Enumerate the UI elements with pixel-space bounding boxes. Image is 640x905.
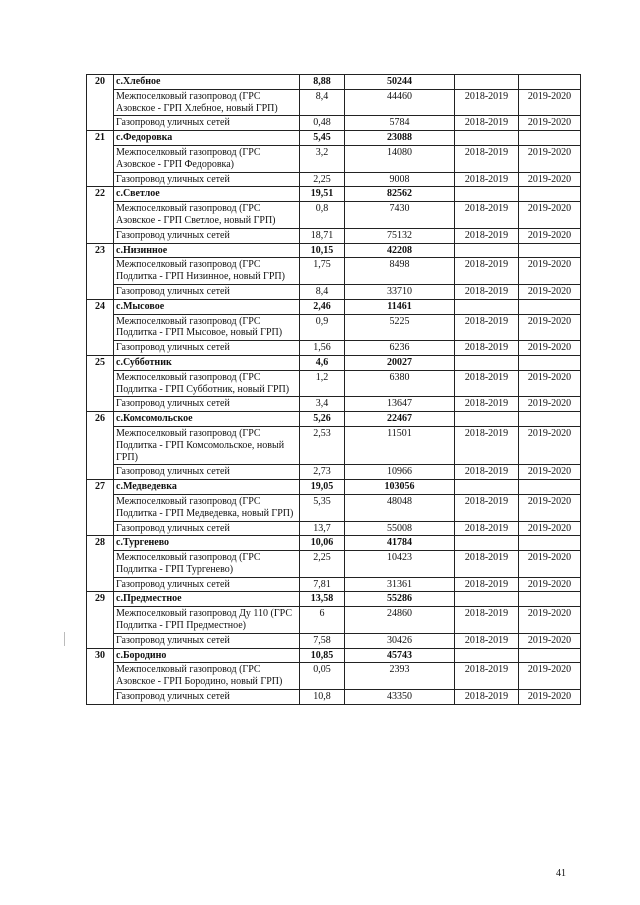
settlement-row [87, 536, 581, 551]
empty-cell [455, 412, 519, 427]
pipeline-cost: 11501 [345, 426, 455, 464]
pipeline-length: 3,2 [300, 145, 345, 172]
period-start: 2018-2019 [455, 494, 519, 521]
empty-cell [519, 480, 581, 495]
period-start: 2018-2019 [455, 145, 519, 172]
pipeline-row [87, 314, 581, 341]
pipeline-length: 6 [300, 607, 345, 634]
settlement-length: 19,05 [300, 480, 345, 495]
pipeline-length: 2,73 [300, 465, 345, 480]
pipeline-cost: 10423 [345, 551, 455, 578]
row-number: 20 [87, 75, 114, 131]
pipeline-cost: 48048 [345, 494, 455, 521]
period-start: 2018-2019 [455, 551, 519, 578]
pipeline-row [87, 577, 581, 592]
period-end: 2019-2020 [519, 89, 581, 116]
pipeline-length: 0,9 [300, 314, 345, 341]
empty-cell [519, 299, 581, 314]
row-number: 25 [87, 355, 114, 411]
pipeline-row [87, 521, 581, 536]
row-number: 29 [87, 592, 114, 648]
empty-cell [519, 131, 581, 146]
row-number: 28 [87, 536, 114, 592]
settlement-name: с.Бородино [114, 648, 300, 663]
period-end: 2019-2020 [519, 521, 581, 536]
pipeline-length: 2,25 [300, 172, 345, 187]
pipeline-cost: 24860 [345, 607, 455, 634]
pipeline-cost: 8498 [345, 258, 455, 285]
period-start: 2018-2019 [455, 116, 519, 131]
settlement-row [87, 480, 581, 495]
period-end: 2019-2020 [519, 426, 581, 464]
period-end: 2019-2020 [519, 258, 581, 285]
pipeline-name: Межпоселковый газопровод (ГРС Подлитка - ГРП Субботник, новый ГРП) [114, 370, 300, 397]
period-start: 2018-2019 [455, 397, 519, 412]
pipeline-row [87, 370, 581, 397]
period-end: 2019-2020 [519, 633, 581, 648]
period-start: 2018-2019 [455, 607, 519, 634]
period-end: 2019-2020 [519, 116, 581, 131]
pipeline-cost: 31361 [345, 577, 455, 592]
settlement-cost: 23088 [345, 131, 455, 146]
pipeline-row [87, 426, 581, 464]
period-end: 2019-2020 [519, 551, 581, 578]
period-end: 2019-2020 [519, 314, 581, 341]
pipeline-name: Межпоселковый газопровод (ГРС Подлитка - ГРП Низинное, новый ГРП) [114, 258, 300, 285]
row-number: 24 [87, 299, 114, 355]
settlement-length: 10,15 [300, 243, 345, 258]
period-start: 2018-2019 [455, 89, 519, 116]
pipeline-row [87, 551, 581, 578]
pipeline-row [87, 116, 581, 131]
pipeline-cost: 10966 [345, 465, 455, 480]
pipeline-name: Межпоселковый газопровод (ГРС Подлитка - ГРП Тургенево) [114, 551, 300, 578]
pipeline-length: 10,8 [300, 690, 345, 705]
pipeline-name: Межпоселковый газопровод (ГРС Азовское - ГРП Бородино, новый ГРП) [114, 663, 300, 690]
row-number: 30 [87, 648, 114, 704]
pipeline-cost: 13647 [345, 397, 455, 412]
period-start: 2018-2019 [455, 284, 519, 299]
pipeline-cost: 75132 [345, 228, 455, 243]
empty-cell [455, 592, 519, 607]
period-start: 2018-2019 [455, 172, 519, 187]
pipeline-name: Межпоселковый газопровод (ГРС Азовское - ГРП Светлое, новый ГРП) [114, 202, 300, 229]
pipeline-name: Газопровод уличных сетей [114, 465, 300, 480]
pipeline-cost: 5225 [345, 314, 455, 341]
settlement-length: 4,6 [300, 355, 345, 370]
settlement-length: 5,45 [300, 131, 345, 146]
pipeline-name: Газопровод уличных сетей [114, 397, 300, 412]
pipeline-length: 1,2 [300, 370, 345, 397]
settlement-cost: 45743 [345, 648, 455, 663]
pipeline-cost: 2393 [345, 663, 455, 690]
pipeline-name: Межпоселковый газопровод (ГРС Подлитка - ГРП Комсомольское, новый ГРП) [114, 426, 300, 464]
period-end: 2019-2020 [519, 202, 581, 229]
empty-cell [455, 480, 519, 495]
settlement-row [87, 299, 581, 314]
pipeline-cost: 14080 [345, 145, 455, 172]
row-number: 23 [87, 243, 114, 299]
pipeline-row [87, 89, 581, 116]
pipeline-row [87, 494, 581, 521]
period-start: 2018-2019 [455, 341, 519, 356]
pipeline-name: Межпоселковый газопровод (ГРС Азовское - ГРП Федоровка) [114, 145, 300, 172]
pipeline-name: Газопровод уличных сетей [114, 284, 300, 299]
empty-cell [519, 592, 581, 607]
pipeline-row [87, 145, 581, 172]
settlement-row [87, 355, 581, 370]
settlement-length: 13,58 [300, 592, 345, 607]
empty-cell [519, 355, 581, 370]
period-start: 2018-2019 [455, 577, 519, 592]
period-end: 2019-2020 [519, 370, 581, 397]
settlement-row [87, 412, 581, 427]
settlement-name: с.Низинное [114, 243, 300, 258]
settlement-length: 19,51 [300, 187, 345, 202]
pipeline-cost: 5784 [345, 116, 455, 131]
pipeline-cost: 43350 [345, 690, 455, 705]
pipeline-name: Межпоселковый газопровод (ГРС Азовское - ГРП Хлебное, новый ГРП) [114, 89, 300, 116]
pipeline-length: 7,58 [300, 633, 345, 648]
pipeline-table [86, 74, 581, 705]
empty-cell [519, 75, 581, 90]
period-end: 2019-2020 [519, 465, 581, 480]
period-start: 2018-2019 [455, 633, 519, 648]
pipeline-row [87, 258, 581, 285]
pipeline-row [87, 284, 581, 299]
settlement-cost: 20027 [345, 355, 455, 370]
pipeline-length: 13,7 [300, 521, 345, 536]
pipeline-length: 1,56 [300, 341, 345, 356]
period-end: 2019-2020 [519, 284, 581, 299]
settlement-cost: 103056 [345, 480, 455, 495]
empty-cell [455, 75, 519, 90]
settlement-length: 8,88 [300, 75, 345, 90]
row-number: 27 [87, 480, 114, 536]
period-start: 2018-2019 [455, 370, 519, 397]
empty-cell [455, 648, 519, 663]
period-start: 2018-2019 [455, 690, 519, 705]
settlement-name: с.Хлебное [114, 75, 300, 90]
pipeline-cost: 33710 [345, 284, 455, 299]
pipeline-length: 8,4 [300, 284, 345, 299]
empty-cell [455, 131, 519, 146]
pipeline-length: 0,8 [300, 202, 345, 229]
empty-cell [519, 648, 581, 663]
settlement-row [87, 131, 581, 146]
settlement-length: 10,85 [300, 648, 345, 663]
settlement-length: 2,46 [300, 299, 345, 314]
empty-cell [455, 536, 519, 551]
pipeline-cost: 7430 [345, 202, 455, 229]
period-end: 2019-2020 [519, 607, 581, 634]
pipeline-cost: 6380 [345, 370, 455, 397]
settlement-cost: 55286 [345, 592, 455, 607]
settlement-name: с.Медведевка [114, 480, 300, 495]
empty-cell [519, 243, 581, 258]
pipeline-name: Газопровод уличных сетей [114, 341, 300, 356]
period-start: 2018-2019 [455, 228, 519, 243]
row-number: 21 [87, 131, 114, 187]
pipeline-name: Межпоселковый газопровод (ГРС Подлитка - ГРП Мысовое, новый ГРП) [114, 314, 300, 341]
pipeline-cost: 6236 [345, 341, 455, 356]
row-number: 22 [87, 187, 114, 243]
pipeline-row [87, 607, 581, 634]
period-end: 2019-2020 [519, 341, 581, 356]
pipeline-row [87, 202, 581, 229]
period-start: 2018-2019 [455, 465, 519, 480]
empty-cell [519, 536, 581, 551]
empty-cell [519, 187, 581, 202]
pipeline-cost: 9008 [345, 172, 455, 187]
pipeline-name: Газопровод уличных сетей [114, 521, 300, 536]
period-start: 2018-2019 [455, 202, 519, 229]
settlement-row [87, 648, 581, 663]
empty-cell [455, 299, 519, 314]
pipeline-name: Газопровод уличных сетей [114, 690, 300, 705]
pipeline-cost: 44460 [345, 89, 455, 116]
period-start: 2018-2019 [455, 663, 519, 690]
period-start: 2018-2019 [455, 258, 519, 285]
pipeline-length: 7,81 [300, 577, 345, 592]
settlement-name: с.Мысовое [114, 299, 300, 314]
period-end: 2019-2020 [519, 145, 581, 172]
pipeline-name: Газопровод уличных сетей [114, 633, 300, 648]
settlement-name: с.Субботник [114, 355, 300, 370]
pipeline-cost: 55008 [345, 521, 455, 536]
pipeline-name: Газопровод уличных сетей [114, 116, 300, 131]
settlement-cost: 41784 [345, 536, 455, 551]
settlement-cost: 22467 [345, 412, 455, 427]
settlement-name: с.Светлое [114, 187, 300, 202]
pipeline-length: 18,71 [300, 228, 345, 243]
pipeline-length: 2,25 [300, 551, 345, 578]
pipeline-length: 0,48 [300, 116, 345, 131]
settlement-row [87, 243, 581, 258]
empty-cell [455, 187, 519, 202]
margin-mark [64, 632, 65, 646]
period-end: 2019-2020 [519, 228, 581, 243]
empty-cell [455, 243, 519, 258]
settlement-length: 5,26 [300, 412, 345, 427]
pipeline-row [87, 341, 581, 356]
settlement-name: с.Федоровка [114, 131, 300, 146]
pipeline-name: Газопровод уличных сетей [114, 577, 300, 592]
period-end: 2019-2020 [519, 663, 581, 690]
pipeline-length: 3,4 [300, 397, 345, 412]
pipeline-row [87, 228, 581, 243]
pipeline-name: Газопровод уличных сетей [114, 228, 300, 243]
pipeline-row [87, 663, 581, 690]
settlement-name: с.Комсомольское [114, 412, 300, 427]
pipeline-length: 5,35 [300, 494, 345, 521]
page-number: 41 [556, 868, 566, 879]
settlement-name: с.Предместное [114, 592, 300, 607]
settlement-cost: 82562 [345, 187, 455, 202]
period-end: 2019-2020 [519, 172, 581, 187]
pipeline-name: Газопровод уличных сетей [114, 172, 300, 187]
pipeline-row [87, 633, 581, 648]
pipeline-row [87, 690, 581, 705]
row-number: 26 [87, 412, 114, 480]
pipeline-name: Межпоселковый газопровод Ду 110 (ГРС Подлитка - ГРП Предместное) [114, 607, 300, 634]
pipeline-length: 2,53 [300, 426, 345, 464]
settlement-length: 10,06 [300, 536, 345, 551]
period-end: 2019-2020 [519, 690, 581, 705]
period-start: 2018-2019 [455, 426, 519, 464]
empty-cell [455, 355, 519, 370]
period-end: 2019-2020 [519, 397, 581, 412]
pipeline-row [87, 172, 581, 187]
pipeline-length: 0,05 [300, 663, 345, 690]
pipeline-cost: 30426 [345, 633, 455, 648]
period-end: 2019-2020 [519, 494, 581, 521]
settlement-row [87, 187, 581, 202]
settlement-name: с.Тургенево [114, 536, 300, 551]
pipeline-length: 8,4 [300, 89, 345, 116]
settlement-cost: 11461 [345, 299, 455, 314]
pipeline-length: 1,75 [300, 258, 345, 285]
pipeline-row [87, 465, 581, 480]
period-start: 2018-2019 [455, 521, 519, 536]
settlement-cost: 50244 [345, 75, 455, 90]
period-end: 2019-2020 [519, 577, 581, 592]
period-start: 2018-2019 [455, 314, 519, 341]
settlement-row [87, 592, 581, 607]
pipeline-row [87, 397, 581, 412]
settlement-row [87, 75, 581, 90]
pipeline-name: Межпоселковый газопровод (ГРС Подлитка - ГРП Медведевка, новый ГРП) [114, 494, 300, 521]
empty-cell [519, 412, 581, 427]
settlement-cost: 42208 [345, 243, 455, 258]
